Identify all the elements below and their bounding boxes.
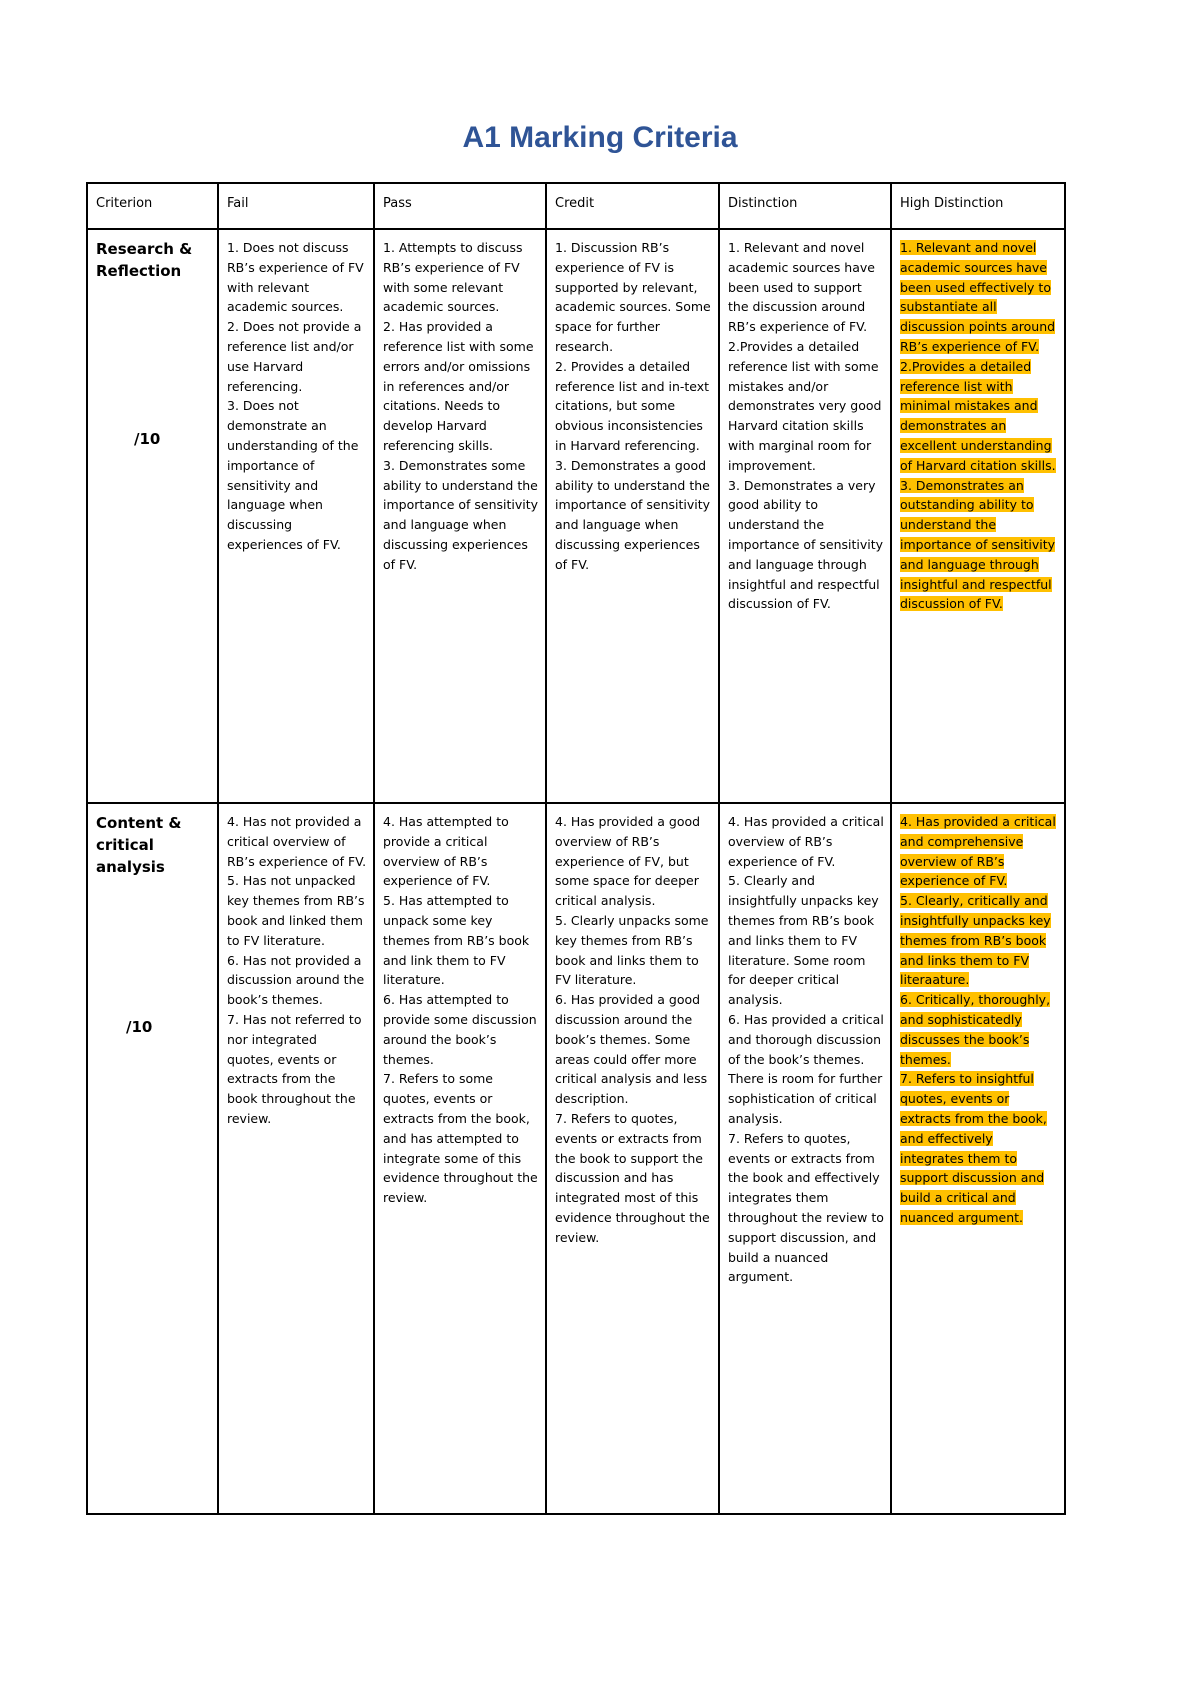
criterion-item: 3. Demonstrates some ability to understand the importance of sensitivity and language when discussing experiences of FV. (383, 457, 539, 572)
criterion-item: 2. Provides a detailed reference list and in-text citations, but some obvious inconsistencies in Harvard referencing. (555, 358, 710, 453)
criterion-score: /10 (134, 430, 161, 448)
criterion-item: 6. Has provided a good discussion around the book’s themes. Some areas could offer more critical analysis and less description. (555, 992, 708, 1107)
criterion-name: Content & critical analysis (96, 814, 182, 876)
fail-cell (218, 229, 374, 803)
criterion-cell (87, 803, 218, 1514)
criterion-score: /10 (126, 1018, 153, 1036)
criterion-item: 7. Refers to some quotes, events or extracts from the book, and has attempted to integrate some of this evidence throughout the review. (383, 1071, 538, 1206)
criterion-item: 1. Discussion RB’s experience of FV is supported by relevant, academic sources. Some space for further research. (555, 240, 711, 354)
criterion-item: 7. Has not referred to nor integrated quotes, events or extracts from the book throughout the review. (227, 1011, 362, 1126)
criterion-item: 2.Provides a detailed reference list with some mistakes and/or demonstrates very good Harvard citation skills with marginal room for improvement. (728, 338, 882, 473)
criterion-item: 4. Has not provided a critical overview of RB’s experience of FV. (227, 814, 367, 869)
criterion-name: Research & Reflection (96, 240, 193, 280)
criterion-item-highlighted (900, 812, 1058, 891)
header-row (87, 183, 1065, 229)
criterion-item: 7. Refers to quotes, events or extracts from the book and effectively integrates them throughout the review to support discussion, and build a nuanced argument. (728, 1130, 884, 1285)
highlighted-text: 1. Relevant and novel academic sources have been used effectively to substantiate all discussion points around RB’s experience of FV. (900, 240, 1056, 354)
highlighted-text: 4. Has provided a critical and comprehensive overview of RB’s experience of FV. (900, 814, 1056, 889)
pass-cell (374, 229, 546, 803)
criterion-item-highlighted (900, 891, 1058, 990)
criterion-item: 6. Has attempted to provide some discussion around the book’s themes. (383, 992, 537, 1067)
highlighted-text: 6. Critically, thoroughly, and sophisticatedly discusses the book’s themes. (900, 992, 1051, 1067)
criterion-item-highlighted (900, 1069, 1058, 1227)
criterion-item: 4. Has attempted to provide a critical overview of RB’s experience of FV. (383, 814, 509, 889)
header-criterion: Criterion (87, 183, 218, 229)
highlighted-text: 2.Provides a detailed reference list with minimal mistakes and demonstrates an excellent understanding of Harvard citation skills. (900, 358, 1056, 473)
criterion-item: 1. Attempts to discuss RB’s experience of FV with some relevant academic sources. (383, 240, 523, 315)
table-row-content-critical-analysis (87, 803, 1065, 1514)
header-high-distinction: High Distinction (891, 183, 1065, 229)
criterion-item: 4. Has provided a good overview of RB’s experience of FV, but some space for deeper critical analysis. (555, 814, 701, 909)
criterion-item-highlighted (900, 357, 1058, 476)
criterion-item: 4. Has provided a critical overview of RB’s experience of FV. (728, 814, 884, 869)
criterion-item: 5. Has attempted to unpack some key themes from RB’s book and link them to FV literature. (383, 893, 530, 988)
header-credit: Credit (546, 183, 719, 229)
pass-cell (374, 803, 546, 1514)
criterion-item: 3. Does not demonstrate an understanding of the importance of sensitivity and language when discussing experiences of FV. (227, 398, 359, 552)
high-distinction-cell (891, 229, 1065, 803)
criterion-item: 6. Has not provided a discussion around the book’s themes. (227, 952, 365, 1008)
header-distinction: Distinction (719, 183, 891, 229)
header-fail: Fail (218, 183, 374, 229)
table-row-research-reflection (87, 229, 1065, 803)
distinction-cell (719, 803, 891, 1514)
criterion-item: 7. Refers to quotes, events or extracts from the book to support the discussion and has integrated most of this evidence throughout the review. (555, 1110, 710, 1245)
criterion-item: 2. Has provided a reference list with some errors and/or omissions in references and/or citations. Needs to develop Harvard referencing skills. (383, 319, 534, 453)
credit-cell (546, 803, 719, 1514)
highlighted-text: 7. Refers to insightful quotes, events or extracts from the book, and effectively integrates them to support discussion and build a critical and nuanced argument. (900, 1071, 1047, 1225)
credit-cell (546, 229, 719, 803)
highlighted-text: 5. Clearly, critically and insightfully unpacks key themes from RB’s book and links them to FV literaature. (900, 893, 1051, 988)
criterion-item: 1. Relevant and novel academic sources have been used to support the discussion around RB’s experience of FV. (728, 240, 875, 335)
criterion-item-highlighted (900, 476, 1058, 615)
criterion-item: 2. Does not provide a reference list and/or use Harvard referencing. (227, 319, 362, 394)
marking-criteria-table (86, 182, 1066, 1515)
page-title: A1 Marking Criteria (462, 121, 738, 154)
criterion-item: 1. Does not discuss RB’s experience of FV with relevant academic sources. (227, 240, 364, 315)
criterion-item: 5. Has not unpacked key themes from RB’s book and linked them to FV literature. (227, 873, 365, 948)
fail-cell (218, 803, 374, 1514)
criterion-item-highlighted (900, 238, 1058, 357)
highlighted-text: 3. Demonstrates an outstanding ability to understand the importance of sensitivity and language through insightful and respectful discussion of FV. (900, 477, 1056, 612)
criterion-cell (87, 229, 218, 803)
criterion-item: 5. Clearly and insightfully unpacks key themes from RB’s book and links them to FV literature. Some room for deeper critical analysis. (728, 873, 879, 1008)
criterion-item: 3. Demonstrates a good ability to understand the importance of sensitivity and language when discussing experiences of FV. (555, 457, 711, 572)
criterion-item: 5. Clearly unpacks some key themes from RB’s book and links them to FV literature. (555, 912, 709, 988)
high-distinction-cell (891, 803, 1065, 1514)
distinction-cell (719, 229, 891, 803)
header-pass: Pass (374, 183, 546, 229)
criterion-item: 6. Has provided a critical and thorough discussion of the book’s themes. There is room for further sophistication of critical analysis. (728, 1011, 884, 1126)
criterion-item-highlighted (900, 990, 1058, 1069)
criterion-item: 3. Demonstrates a very good ability to understand the importance of sensitivity and language through insightful and respectful discussion of FV. (728, 477, 884, 612)
